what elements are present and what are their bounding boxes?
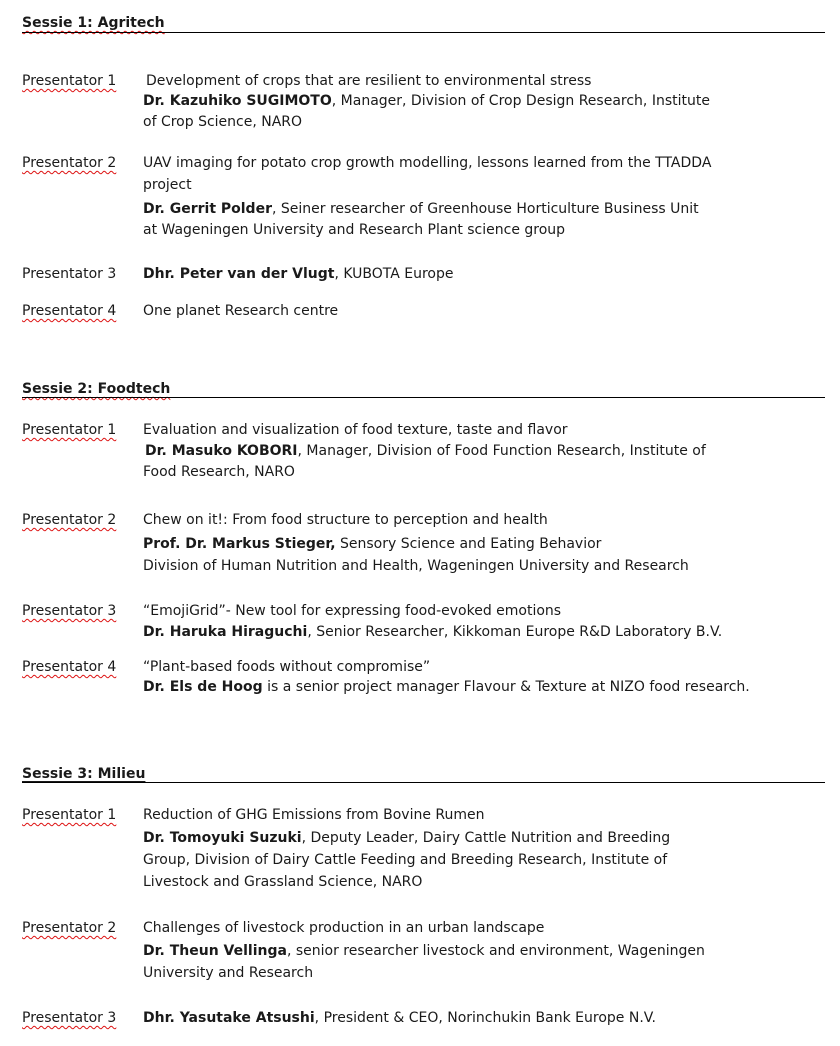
s3-p2-desc1: , senior researcher livestock and environment, Wageningen	[286, 943, 705, 959]
s2-p2-name: Prof. Dr. Markus Stieger,	[143, 536, 336, 552]
s2-p3-speaker	[143, 621, 722, 643]
s3-p2-name: Dr. Theun Vellinga	[143, 943, 287, 959]
s3-p2-desc2: University and Research	[143, 965, 314, 981]
s1-p1-name: Dr. Kazuhiko SUGIMOTO	[143, 93, 332, 109]
s1-p1-title: Development of crops that are resilient to environmental stress	[146, 73, 592, 89]
s2-p1-label: Presentator 1	[22, 422, 117, 438]
s3-p3-desc: , President & CEO, Norinchukin Bank Europe N.V.	[314, 1010, 656, 1026]
s3-p2-title: Challenges of livestock production in an urban landscape	[143, 920, 545, 936]
s2-p4-label: Presentator 4	[22, 659, 117, 675]
s1-p1-speaker	[143, 90, 710, 112]
s1-p4-label: Presentator 4	[22, 303, 117, 319]
s1-p3-name: Dhr. Peter van der Vlugt	[143, 266, 335, 282]
s2-p4-title: “Plant-based foods without compromise”	[143, 659, 431, 675]
s3-p3-speaker	[143, 1007, 656, 1029]
s2-p4-speaker	[143, 676, 750, 698]
s1-p2-desc1: , Seiner researcher of Greenhouse Horticulture Business Unit	[271, 201, 699, 217]
s3-p1-desc1: , Deputy Leader, Dairy Cattle Nutrition and Breeding	[301, 830, 671, 846]
s2-p3-title: “EmojiGrid”- New tool for expressing food-evoked emotions	[143, 603, 562, 619]
s2-p4-name: Dr. Els de Hoog	[143, 679, 263, 695]
s3-p3-label: Presentator 3	[22, 1010, 117, 1026]
s1-p2-desc2: at Wageningen University and Research Plant science group	[143, 222, 566, 238]
s2-p1-desc2: Food Research, NARO	[143, 464, 295, 480]
s3-p1-title: Reduction of GHG Emissions from Bovine Rumen	[143, 807, 485, 823]
s1-p1-label: Presentator 1	[22, 73, 117, 89]
s1-p2-title2: project	[143, 177, 192, 193]
session-1-heading	[22, 12, 165, 34]
s3-p1-label: Presentator 1	[22, 807, 117, 823]
s2-p3-desc: , Senior Researcher, Kikkoman Europe R&D Laboratory B.V.	[307, 624, 723, 640]
s1-p3-label: Presentator 3	[22, 266, 117, 282]
s3-p1-desc3: Livestock and Grassland Science, NARO	[143, 874, 423, 890]
session-3-heading-text: Sessie 3: Milieu	[22, 766, 146, 782]
s1-p2-speaker	[143, 198, 699, 220]
s2-p2-desc1: Sensory Science and Eating Behavior	[335, 536, 602, 552]
s1-p2-name: Dr. Gerrit Polder	[143, 201, 272, 217]
s1-p1-desc1: , Manager, Division of Crop Design Research, Institute	[331, 93, 710, 109]
s3-p2-label: Presentator 2	[22, 920, 117, 936]
session-3-rule	[22, 782, 825, 783]
session-2-heading-text: Sessie 2: Foodtech	[22, 381, 171, 397]
s2-p3-label: Presentator 3	[22, 603, 117, 619]
s1-p3-desc: , KUBOTA Europe	[334, 266, 454, 282]
s2-p1-name: Dr. Masuko KOBORI	[145, 443, 298, 459]
s2-p1-speaker	[145, 440, 706, 462]
s2-p2-label: Presentator 2	[22, 512, 117, 528]
s2-p1-title: Evaluation and visualization of food texture, taste and flavor	[143, 422, 568, 438]
s3-p1-desc2: Group, Division of Dairy Cattle Feeding and Breeding Research, Institute of	[143, 852, 668, 868]
s2-p2-desc2: Division of Human Nutrition and Health, Wageningen University and Research	[143, 558, 689, 574]
session-2-rule	[22, 397, 825, 398]
s1-p1-desc2: of Crop Science, NARO	[143, 114, 303, 130]
s2-p2-speaker	[143, 533, 601, 555]
s3-p1-speaker	[143, 827, 670, 849]
s3-p3-name: Dhr. Yasutake Atsushi	[143, 1010, 315, 1026]
s1-p2-label: Presentator 2	[22, 155, 117, 171]
s1-p4-title: One planet Research centre	[143, 303, 339, 319]
s3-p2-speaker	[143, 940, 705, 962]
s1-p3-speaker	[143, 263, 454, 285]
session-1-rule	[22, 32, 825, 33]
session-1-heading-text: Sessie 1: Agritech	[22, 15, 165, 31]
s2-p2-title: Chew on it!: From food structure to perception and health	[143, 512, 548, 528]
s2-p4-desc: is a senior project manager Flavour & Texture at NIZO food research.	[262, 679, 750, 695]
s3-p1-name: Dr. Tomoyuki Suzuki	[143, 830, 302, 846]
s2-p3-name: Dr. Haruka Hiraguchi	[143, 624, 308, 640]
s2-p1-desc1: , Manager, Division of Food Function Research, Institute of	[297, 443, 706, 459]
s1-p2-title1: UAV imaging for potato crop growth modelling, lessons learned from the TTADDA	[143, 155, 712, 171]
